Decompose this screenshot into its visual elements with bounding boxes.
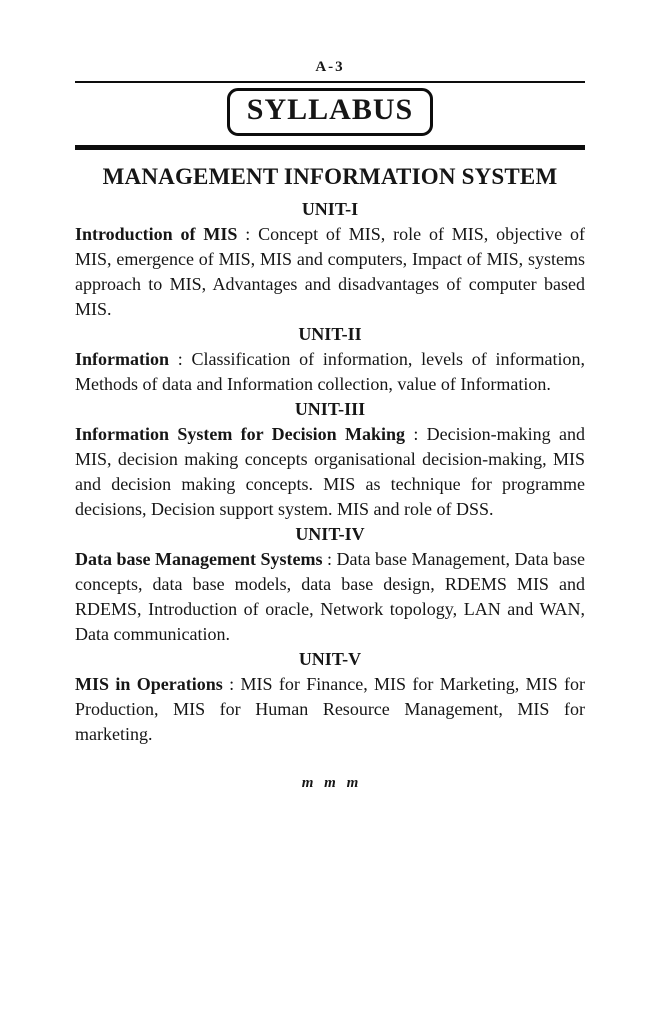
unit-paragraph xyxy=(75,347,585,397)
unit-description: Data base Management, Data base concepts, data base models, data base design, RDEMS MIS and RDEMS, Introduction of oracle, Network topology, LAN and WAN, Data communication. xyxy=(75,549,585,644)
unit-topic: Data base Management Systems xyxy=(75,549,323,569)
unit-heading: UNIT-IV xyxy=(295,524,365,544)
unit-section-4 xyxy=(75,522,585,647)
page-number: A-3 xyxy=(315,59,345,75)
unit-separator: : xyxy=(322,549,337,569)
unit-heading: UNIT-V xyxy=(298,649,362,669)
unit-paragraph xyxy=(75,547,585,647)
syllabus-banner: SYLLABUS xyxy=(227,88,433,136)
unit-topic: Introduction of MIS xyxy=(75,224,238,244)
unit-description: Concept of MIS, role of MIS, objective of MIS, emergence of MIS, MIS and computers, Impact of MIS, systems approach to MIS, Advantages and disadvantages of computer based MIS. xyxy=(75,224,585,319)
unit-separator: : xyxy=(222,674,241,694)
end-mark: m m m xyxy=(301,775,359,791)
unit-section-2 xyxy=(75,322,585,397)
unit-description: MIS for Finance, MIS for Marketing, MIS for Production, MIS for Human Resource Management, MIS for marketing. xyxy=(75,674,585,744)
bottom-rule xyxy=(75,145,585,150)
unit-heading: UNIT-I xyxy=(301,199,359,219)
unit-section-1 xyxy=(75,197,585,322)
top-rule xyxy=(75,81,585,83)
unit-section-3 xyxy=(75,397,585,522)
unit-topic: Information System for Decision Making xyxy=(75,424,405,444)
banner-row xyxy=(0,88,660,136)
unit-paragraph xyxy=(75,222,585,322)
units-list xyxy=(75,197,585,747)
unit-separator: : xyxy=(237,224,259,244)
unit-topic: MIS in Operations xyxy=(75,674,223,694)
unit-heading: UNIT-II xyxy=(298,324,362,344)
unit-paragraph xyxy=(75,422,585,522)
unit-separator: : xyxy=(405,424,427,444)
unit-description: Classification of information, levels of information, Methods of data and Information collection, value of Information. xyxy=(75,349,585,394)
unit-heading: UNIT-III xyxy=(294,399,366,419)
unit-topic: Information xyxy=(75,349,169,369)
unit-separator: : xyxy=(169,349,192,369)
unit-description: Decision-making and MIS, decision making concepts organisational decision-making, MIS and decision making concepts. MIS as technique for programme decisions, Decision support system. MIS and role of DSS. xyxy=(75,424,585,519)
unit-section-5 xyxy=(75,647,585,747)
unit-paragraph xyxy=(75,672,585,747)
document-title: MANAGEMENT INFORMATION SYSTEM xyxy=(102,164,558,189)
